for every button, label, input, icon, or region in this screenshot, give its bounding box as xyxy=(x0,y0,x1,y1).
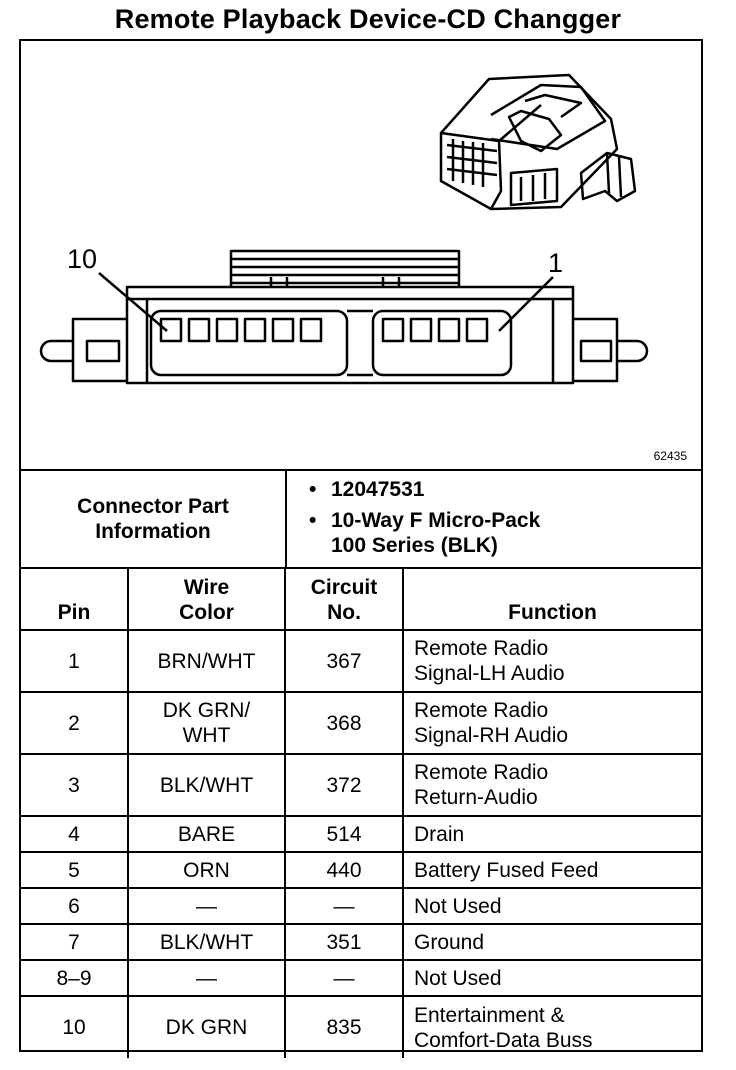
connector-info-label-line1: Connector Part xyxy=(77,495,229,518)
wire-color-cell: BLK/WHT xyxy=(128,754,285,816)
pin-header: Pin xyxy=(21,567,128,630)
table-row xyxy=(21,888,701,924)
connector-drawing xyxy=(21,41,701,471)
table-row xyxy=(21,852,701,888)
part-number-item xyxy=(287,477,697,502)
table-row xyxy=(21,960,701,996)
wire-color-cell: — xyxy=(128,888,285,924)
wire-color-cell: — xyxy=(128,960,285,996)
pin-cell: 4 xyxy=(21,816,128,852)
circuit-cell: 835 xyxy=(285,996,403,1058)
function-cell: Battery Fused Feed xyxy=(403,852,701,888)
circuit-cell: — xyxy=(285,960,403,996)
function-cell: Remote Radio Signal-RH Audio xyxy=(403,692,701,754)
wire-color-cell: DK GRN xyxy=(128,996,285,1058)
pin-cell: 6 xyxy=(21,888,128,924)
connector-sheet xyxy=(19,39,703,1052)
connector-part-info xyxy=(21,471,701,569)
pin-cell: 3 xyxy=(21,754,128,816)
pin-cell: 5 xyxy=(21,852,128,888)
table-row xyxy=(21,924,701,960)
pin-cell: 2 xyxy=(21,692,128,754)
connector-info-label xyxy=(21,471,287,567)
connector-info-label-line2: Information xyxy=(95,520,211,543)
wire-color-cell: BRN/WHT xyxy=(128,630,285,692)
table-row xyxy=(21,692,701,754)
function-cell: Entertainment & Comfort-Data Buss xyxy=(403,996,701,1058)
circuit-cell: 367 xyxy=(285,630,403,692)
function-cell: Remote Radio Return-Audio xyxy=(403,754,701,816)
function-cell: Drain xyxy=(403,816,701,852)
figure-number: 62435 xyxy=(653,449,687,463)
pin-cell: 8–9 xyxy=(21,960,128,996)
pin-1-callout: 1 xyxy=(548,248,564,278)
wire-color-header: Wire Color xyxy=(128,567,285,630)
bullet-icon: • xyxy=(309,478,317,501)
wire-color-cell: BARE xyxy=(128,816,285,852)
pin-cell: 10 xyxy=(21,996,128,1058)
pin-10-callout: 10 xyxy=(67,244,98,274)
pinout-table xyxy=(21,567,701,1058)
bullet-icon: • xyxy=(309,509,317,532)
function-header: Function xyxy=(403,567,701,630)
table-row xyxy=(21,816,701,852)
circuit-cell: 440 xyxy=(285,852,403,888)
connector-info-values xyxy=(287,477,697,558)
isometric-connector-view xyxy=(441,75,635,209)
function-cell: Not Used xyxy=(403,888,701,924)
part-number: 12047531 xyxy=(331,478,425,501)
table-row xyxy=(21,630,701,692)
connector-illustration xyxy=(21,41,701,469)
connector-description-item xyxy=(287,508,697,558)
wire-color-cell: BLK/WHT xyxy=(128,924,285,960)
connector-description-line2: 100 Series (BLK) xyxy=(331,534,498,557)
function-cell: Remote Radio Signal-LH Audio xyxy=(403,630,701,692)
wire-color-cell: DK GRN/ WHT xyxy=(128,692,285,754)
circuit-cell: 514 xyxy=(285,816,403,852)
function-cell: Ground xyxy=(403,924,701,960)
circuit-header: Circuit No. xyxy=(285,567,403,630)
pin-cell: 1 xyxy=(21,630,128,692)
circuit-cell: 368 xyxy=(285,692,403,754)
circuit-cell: 351 xyxy=(285,924,403,960)
connector-description-line1: 10-Way F Micro-Pack xyxy=(331,509,541,532)
circuit-cell: 372 xyxy=(285,754,403,816)
wire-color-cell: ORN xyxy=(128,852,285,888)
table-row xyxy=(21,754,701,816)
function-cell: Not Used xyxy=(403,960,701,996)
table-row xyxy=(21,996,701,1058)
circuit-cell: — xyxy=(285,888,403,924)
page-title: Remote Playback Device-CD Changger xyxy=(114,4,622,34)
pin-cell: 7 xyxy=(21,924,128,960)
